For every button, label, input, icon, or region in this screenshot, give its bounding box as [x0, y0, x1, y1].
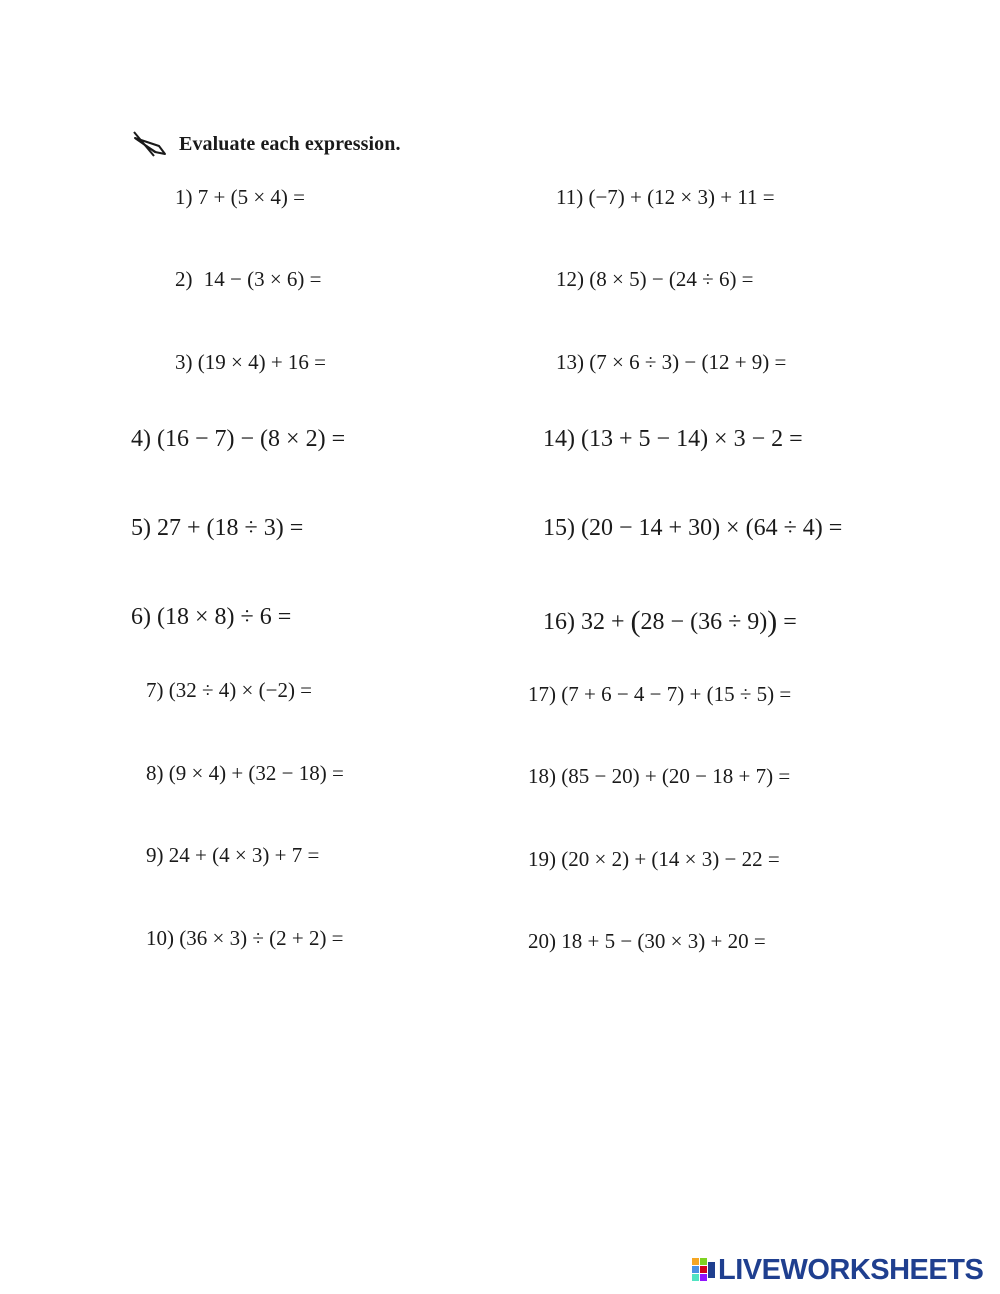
problem-11	[556, 187, 775, 208]
problem-6	[131, 605, 291, 629]
problem-expression: (32 ÷ 4) × (−2) =	[168, 678, 313, 702]
problem-18	[528, 766, 790, 787]
problem-expression: (−7) + (12 × 3) + 11 =	[588, 185, 775, 209]
problem-number: 1)	[175, 185, 193, 209]
pencil-crossed-icon	[132, 129, 168, 159]
problem-expression: (7 + 6 − 4 − 7) + (15 ÷ 5) =	[561, 682, 792, 706]
problem-expression: 14 − (3 × 6) =	[203, 267, 322, 291]
problem-expression: (16 − 7) − (8 × 2) =	[157, 426, 346, 452]
problem-expression: (19 × 4) + 16 =	[197, 350, 327, 374]
problem-number: 8)	[146, 761, 164, 785]
problem-20	[528, 931, 766, 952]
problem-number: 13)	[556, 350, 584, 374]
logo-text: LIVEWORKSHEETS	[718, 1253, 984, 1286]
liveworksheets-logo[interactable]	[692, 1255, 983, 1285]
problem-10	[146, 928, 344, 949]
problem-expression: 7 + (5 × 4) =	[197, 185, 306, 209]
problem-number: 19)	[528, 847, 556, 871]
problem-number: 12)	[556, 267, 584, 291]
problem-expression: 27 + (18 ÷ 3) =	[157, 515, 304, 541]
problem-1	[175, 187, 305, 208]
problem-expression	[581, 605, 797, 638]
problem-expression: (7 × 6 ÷ 3) − (12 + 9) =	[589, 350, 787, 374]
problem-number: 17)	[528, 682, 556, 706]
problem-expression: (20 × 2) + (14 × 3) − 22 =	[561, 847, 780, 871]
problem-expression: (13 + 5 − 14) × 3 − 2 =	[581, 426, 803, 452]
instructions-text: Evaluate each expression.	[179, 132, 401, 155]
problem-8	[146, 763, 344, 784]
problem-9	[146, 845, 319, 866]
problem-14	[543, 427, 803, 451]
problem-expression: 24 + (4 × 3) + 7 =	[168, 843, 320, 867]
problem-expression: (18 × 8) ÷ 6 =	[157, 604, 292, 630]
problem-12	[556, 269, 754, 290]
problem-number: 16)	[543, 609, 575, 635]
problem-5	[131, 516, 303, 540]
big-paren-close: )	[767, 605, 778, 638]
problem-expression: (9 × 4) + (32 − 18) =	[168, 761, 344, 785]
problem-number: 2)	[175, 267, 193, 291]
problem-7	[146, 680, 312, 701]
problem-number: 18)	[528, 764, 556, 788]
instructions-header	[132, 126, 401, 162]
problem-2	[175, 269, 322, 290]
problem-expression: (36 × 3) ÷ (2 + 2) =	[179, 926, 344, 950]
problem-number: 14)	[543, 426, 575, 452]
problem-number: 10)	[146, 926, 174, 950]
problem-3	[175, 352, 326, 373]
expression-prefix: 32 +	[581, 609, 631, 635]
problem-number: 4)	[131, 426, 151, 452]
problem-expression: 18 + 5 − (30 × 3) + 20 =	[561, 929, 766, 953]
problem-number: 11)	[556, 185, 584, 209]
problem-number: 3)	[175, 350, 193, 374]
problem-number: 9)	[146, 843, 164, 867]
problem-number: 7)	[146, 678, 164, 702]
problem-13	[556, 352, 786, 373]
problem-number: 15)	[543, 515, 575, 541]
big-paren-open: (	[630, 605, 641, 638]
problem-17	[528, 684, 791, 705]
expression-inner: 28 − (36 ÷ 9)	[640, 609, 768, 635]
problem-15	[543, 516, 842, 540]
problem-expression: (8 × 5) − (24 ÷ 6) =	[589, 267, 754, 291]
problem-number: 5)	[131, 515, 151, 541]
expression-suffix: =	[777, 609, 797, 635]
problem-19	[528, 849, 780, 870]
problem-number: 6)	[131, 604, 151, 630]
problem-expression: (20 − 14 + 30) × (64 ÷ 4) =	[581, 515, 843, 541]
problem-4	[131, 427, 345, 451]
problem-expression: (85 − 20) + (20 − 18 + 7) =	[561, 764, 791, 788]
liveworksheets-logo-icon	[692, 1258, 716, 1282]
problem-16	[543, 605, 797, 638]
problem-number: 20)	[528, 929, 556, 953]
